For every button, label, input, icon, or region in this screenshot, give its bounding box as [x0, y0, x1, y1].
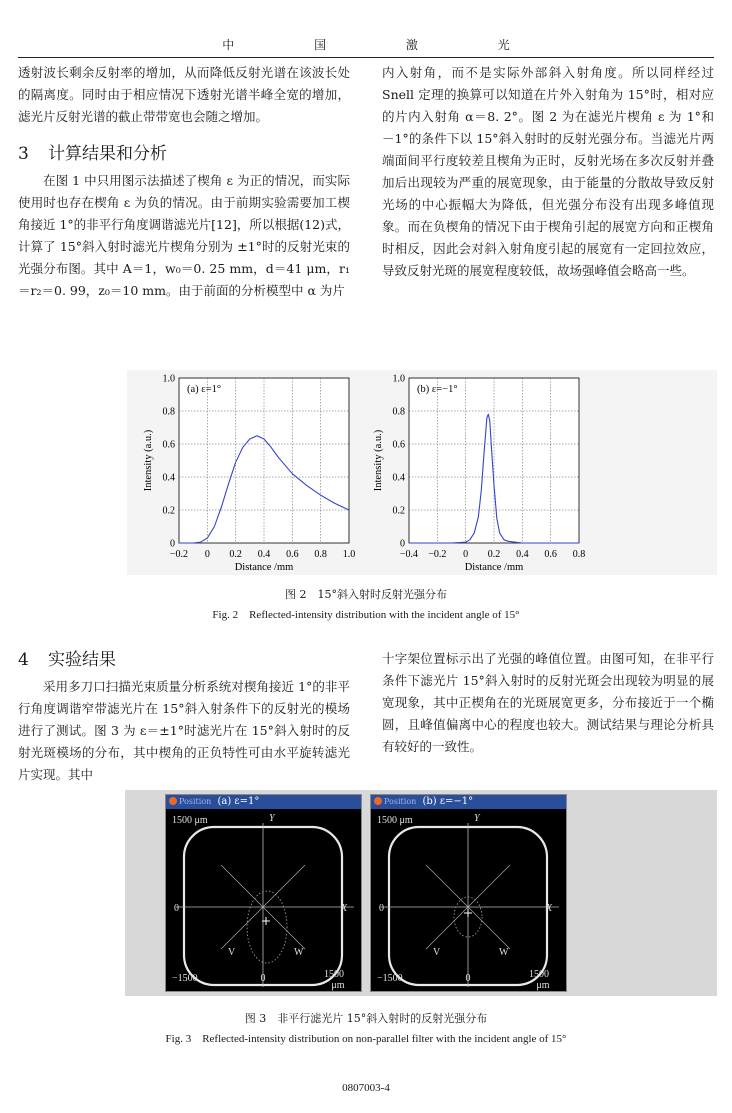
- right-column-top: [382, 62, 714, 282]
- y-tick-label: 0.2: [392, 505, 405, 517]
- y-tick-label: 0.2: [162, 505, 175, 517]
- left-column-bottom: [18, 646, 350, 786]
- beam-contour: [247, 891, 287, 963]
- range-label-bottom-right: 1500: [324, 969, 344, 980]
- range-label-bottom-mid: 0: [260, 973, 266, 984]
- y-tick-label: 0.6: [392, 439, 405, 451]
- v-axis-label: V: [433, 947, 441, 958]
- y-tick-label: 0: [400, 538, 405, 550]
- range-label-bottom-left: −1500: [172, 973, 198, 984]
- paragraph: 采用多刀口扫描光束质量分析系统对楔角接近 1°的非平行角度调谐窄带滤光片在 15°斜入射条件下的反射光的模场进行了测试。图 3 为 ε＝±1°时滤光片在 15°斜入射时的反射光斑模场的分布，其中楔角的正负特性可由水平旋转滤光片实现。其中: [18, 679, 350, 782]
- panel-title-bar: [166, 795, 361, 809]
- panel-title-bar: [371, 795, 566, 809]
- y-axis-label: Intensity (a.u.): [143, 429, 154, 492]
- x-tick-label: 1.0: [342, 549, 356, 560]
- page-header: [0, 0, 732, 60]
- y-tick-label: 1.0: [162, 373, 175, 385]
- paragraph: 十字架位置标示出了光强的峰值位置。由图可知，在非平行条件下滤光片 15°斜入射时的反射光斑会出现较为明显的展宽现象，其中正楔角在的光斑展宽更多，分布接近于一个椭圆，且峰值偏离中心的程度也较大。测试结果与理论分析具有较好的一致性。: [382, 651, 714, 754]
- y-axis-label: Intensity (a.u.): [373, 429, 384, 492]
- section-title: 计算结果和分析: [48, 144, 167, 164]
- x-axis-label: Distance /mm: [234, 562, 294, 573]
- chart-title: (a) ε=1°: [187, 384, 222, 395]
- left-zero-label: 0: [379, 903, 384, 914]
- beam-profile-plot: [166, 809, 361, 991]
- beam-profile-plot: [371, 809, 566, 991]
- left-column-top: [18, 62, 350, 302]
- page-number: 0807003-4: [342, 1082, 390, 1094]
- x-tick-label: 0.2: [487, 549, 501, 560]
- range-label-top: 1500 μm: [172, 815, 208, 826]
- x-axis-label: Distance /mm: [464, 562, 524, 573]
- x-tick-label: 0.4: [516, 549, 529, 560]
- y-tick-label: 0.4: [162, 472, 175, 484]
- y-tick-label: 0.4: [392, 472, 405, 484]
- panel-title: (a) ε=1°: [217, 796, 260, 807]
- paragraph: 透射波长剩余反射率的增加，从而降低反射光谱在该波长处的隔离度。同时由于相应情况下透射光谱半峰全宽的增加，滤光片反射光谱的截止带带宽也会随之增加。: [18, 65, 350, 124]
- section-number: 3: [18, 144, 29, 164]
- header-rule: [18, 57, 714, 58]
- range-label-bottom-left: −1500: [377, 973, 403, 984]
- paragraph: 内入射角，而不是实际外部斜入射角度。所以同样经过 Snell 定理的换算可以知道在片外入射角为 15°时，相对应的片内入射角 α＝8. 2°。图 2 为在滤光片楔角 ε 为 1°和 －1°的条件下以 15°斜入射时的反射光强分布。当滤光片两端面间平行度较差且楔角为正时，反射光场在多次反射并叠加后出现较为严重的展宽现象，由于能量的分散故导致反射光场的中心振幅大为降低，但光强分布没有出现多峰值现象。而在负楔角的情况下由于楔角引起的展宽方向和正楔角时相反，因此会对斜入射角度引起的展宽有一定回拉效应，导致反射光斑的展宽程度较低，故场强峰值会略高一些。: [382, 65, 714, 278]
- y-axis-label: Y: [474, 813, 480, 824]
- x-tick-label: −0.2: [169, 549, 189, 560]
- w-axis-label: W: [294, 947, 304, 958]
- x-tick-label: 0.2: [229, 549, 242, 560]
- position-icon: [169, 797, 177, 805]
- x-tick-label: −0.2: [428, 549, 447, 560]
- section-number: 4: [18, 650, 29, 670]
- y-tick-label: 0: [170, 538, 175, 550]
- right-column-bottom: [382, 648, 714, 758]
- panel-bar-label: Position: [384, 797, 417, 806]
- y-axis-label: Y: [269, 813, 275, 824]
- figure-2-plots: [127, 370, 717, 575]
- range-label-top: 1500 μm: [377, 815, 413, 826]
- y-tick-label: 1.0: [392, 373, 405, 385]
- y-tick-label: 0.6: [162, 439, 175, 451]
- panel-bar-label: Position: [179, 797, 212, 806]
- range-label-bottom-right: 1500: [529, 969, 549, 980]
- range-label-bottom-mid: 0: [465, 973, 471, 984]
- x-tick-label: 0: [463, 549, 469, 560]
- chart-a: [143, 374, 355, 574]
- x-tick-label: 0.8: [572, 549, 586, 560]
- journal-title: 中 国 激 光: [222, 38, 548, 52]
- y-tick-label: 0.8: [162, 406, 175, 418]
- figure-3-caption-cn: 图 3 非平行滤光片 15°斜入射时的反射光强分布: [244, 1012, 488, 1025]
- chart-title: (b) ε=−1°: [417, 384, 458, 395]
- x-tick-label: 0.8: [314, 549, 327, 560]
- beam-profile-panel-b: [370, 794, 567, 992]
- x-tick-label: −0.4: [399, 549, 419, 560]
- section-title: 实验结果: [48, 650, 116, 670]
- figure-2-caption-cn: 图 2 15°斜入射时反射光强分布: [285, 588, 447, 601]
- v-axis-label: V: [228, 947, 236, 958]
- x-axis-label: X: [341, 903, 348, 914]
- figure-3-caption-en: Fig. 3 Reflected-intensity distribution on non-parallel filter with the incident angle of 15°: [165, 1033, 567, 1045]
- y-tick-label: 0.8: [392, 406, 405, 418]
- chart-b: [373, 374, 585, 574]
- position-icon: [374, 797, 382, 805]
- section-heading-3: [18, 140, 350, 168]
- figure-3: [125, 790, 717, 996]
- w-axis-label: W: [499, 947, 509, 958]
- unit-label: μm: [536, 980, 550, 991]
- x-axis-label: X: [546, 903, 553, 914]
- unit-label: μm: [331, 980, 345, 991]
- paragraph: 在图 1 中只用图示法描述了楔角 ε 为正的情况，而实际使用时也存在楔角 ε 为负的情况。由于前期实验需要加工楔角接近 1°的非平行角度调谐滤光片[12]，所以根据(12)式，计算了 15°斜入射时滤光片楔角分别为 ±1°时的反射光束的光强分布图。其中 A＝1，w₀＝0. 25 mm，d＝41 μm，r₁＝r₂＝0. 99，z₀＝10 mm。由于前面的分析模型中 α 为片: [18, 173, 350, 298]
- beam-profile-panel-a: [165, 794, 362, 992]
- x-tick-label: 0.6: [286, 549, 299, 560]
- figure-2: [127, 370, 717, 575]
- panel-title: (b) ε=−1°: [422, 796, 474, 807]
- x-tick-label: 0.4: [257, 549, 271, 560]
- x-tick-label: 0: [204, 549, 210, 560]
- section-heading-4: [18, 646, 350, 674]
- left-zero-label: 0: [174, 903, 179, 914]
- x-tick-label: 0.6: [544, 549, 557, 560]
- figure-2-caption-en: Fig. 2 Reflected-intensity distribution with the incident angle of 15°: [212, 609, 520, 621]
